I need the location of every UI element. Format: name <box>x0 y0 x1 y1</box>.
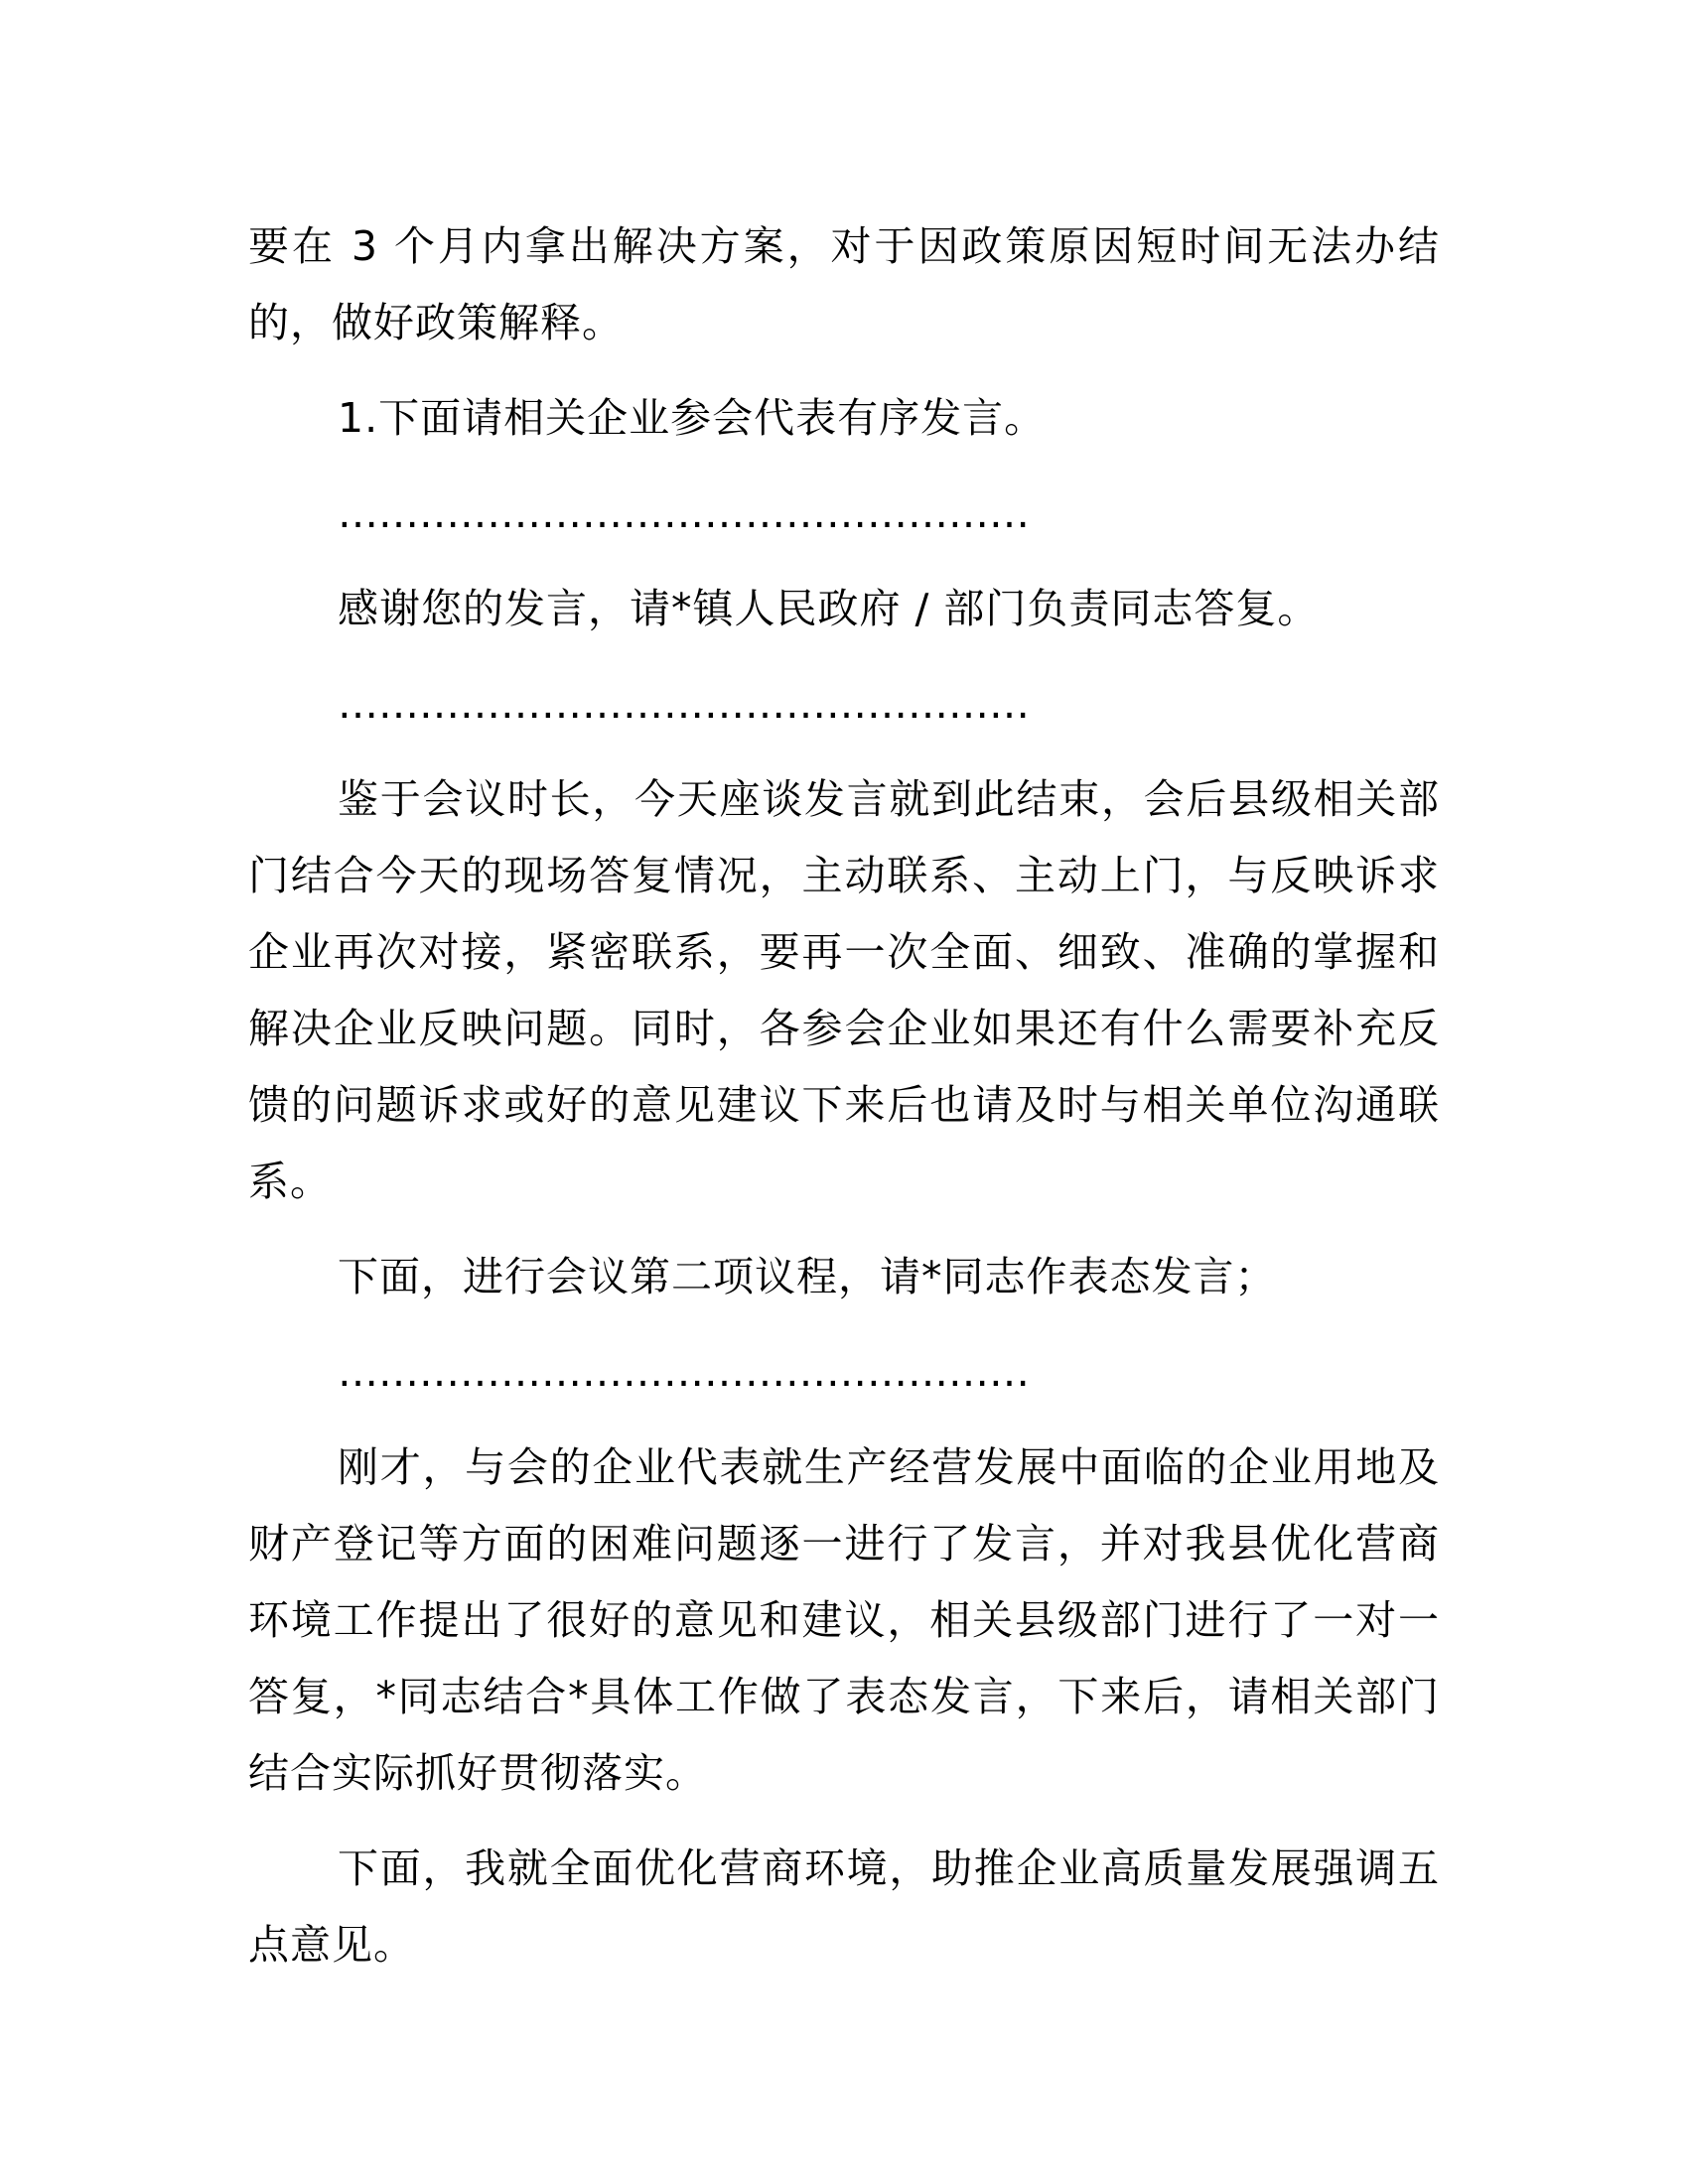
paragraph-five-points: 下面，我就全面优化营商环境，助推企业高质量发展强调五点意见。 <box>248 1844 1440 1969</box>
ellipsis-line: …………………………………………… <box>338 489 1030 537</box>
paragraph-meeting-close: 鉴于会议时长，今天座谈发言就到此结束，会后县级相关部门结合今天的现场答复情况，主动联系、主动上门，与反映诉求企业再次对接，紧密联系，要再一次全面、细致、准确的掌握和解决企业反映问题。同时，各参会企业如果还有什么需要补充反馈的问题诉求或好的意见建议下来后也请及时与相关单位沟通联系。 <box>248 775 1440 1205</box>
paragraph-thanks-reply: 感谢您的发言，请*镇人民政府 / 部门负责同志答复。 <box>338 585 1320 632</box>
ellipsis-line: …………………………………………… <box>338 680 1030 728</box>
paragraph-enterprise-speech: 1.下面请相关企业参会代表有序发言。 <box>338 394 1047 442</box>
document-body <box>248 208 1440 2002</box>
ellipsis-line: …………………………………………… <box>338 1348 1030 1396</box>
paragraph-second-agenda: 下面，进行会议第二项议程，请*同志作表态发言； <box>338 1253 1277 1300</box>
paragraph-continuation: 要在 3 个月内拿出解决方案，对于因政策原因短时间无法办结的，做好政策解释。 <box>248 222 1440 346</box>
paragraph-summary: 刚才，与会的企业代表就生产经营发展中面临的企业用地及财产登记等方面的困难问题逐一进行了发言，并对我县优化营商环境工作提出了很好的意见和建议，相关县级部门进行了一对一答复，*同志结合*具体工作做了表态发言，下来后，请相关部门结合实际抓好贯彻落实。 <box>248 1443 1440 1797</box>
